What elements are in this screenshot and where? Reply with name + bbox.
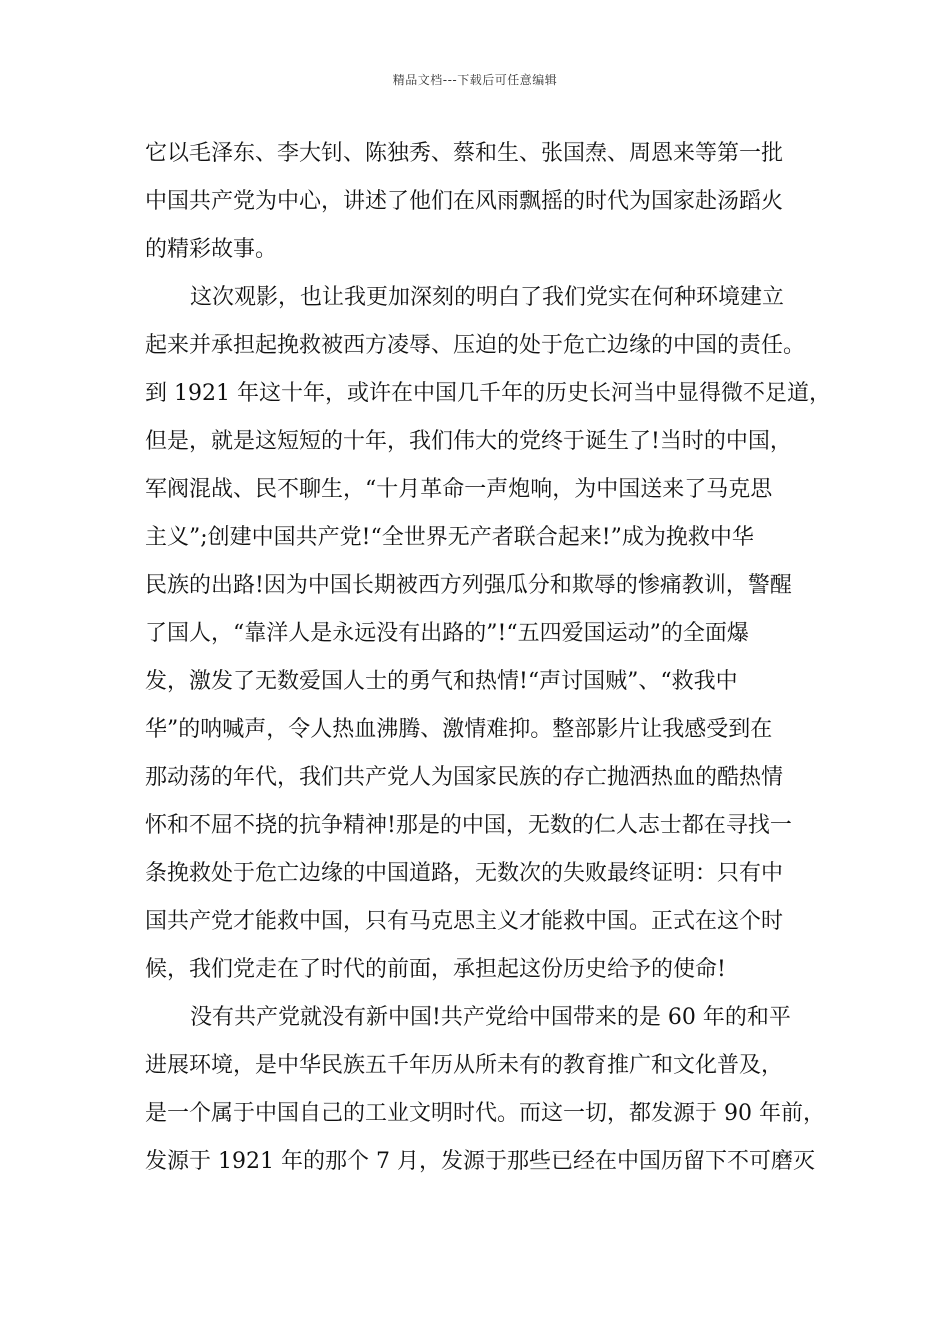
paragraph-2-line-12: 怀和不屈不挠的抗争精神!那是的中国，无数的仁人志士都在寻找一 <box>145 813 792 838</box>
paragraph-2-line-14: 国共产党才能救中国，只有马克思主义才能救中国。正式在这个时 <box>145 909 784 934</box>
document-body <box>145 130 831 1186</box>
paragraph-3-line-2: 进展环境，是中华民族五千年历从所未有的教育推广和文化普及， <box>145 1053 784 1078</box>
paragraph-2-line-7: 民族的出路!因为中国长期被西方列强瓜分和欺辱的惨痛教训，警醒 <box>145 573 792 598</box>
paragraph-2-line-10: 华”的呐喊声，令人热血沸腾、激情难抑。整部影片让我感受到在 <box>145 717 773 742</box>
paragraph-2-line-4: 但是，就是这短短的十年，我们伟大的党终于诞生了!当时的中国， <box>145 429 792 454</box>
paragraph-3-line-4: 发源于 1921 年的那个 7 月，发源于那些已经在中国历留下不可磨灭 <box>145 1149 815 1174</box>
paragraph-2-line-6: 主义”;创建中国共产党!“全世界无产者联合起来!”成为挽救中华 <box>145 525 754 550</box>
paragraph-3-line-1: 没有共产党就没有新中国!共产党给中国带来的是 60 年的和平 <box>190 1005 791 1030</box>
paragraph-1-line-1: 它以毛泽东、李大钊、陈独秀、蔡和生、张国焘、周恩来等第一批 <box>145 141 784 166</box>
paragraph-1-line-2: 中国共产党为中心，讲述了他们在风雨飘摇的时代为国家赴汤蹈火 <box>145 189 784 214</box>
page-header: 精品文档---下载后可任意编辑 <box>392 73 558 87</box>
paragraph-2-line-9: 发，激发了无数爱国人士的勇气和热情!“声讨国贼”、“救我中 <box>145 669 738 694</box>
paragraph-3-line-3: 是一个属于中国自己的工业文明时代。而这一切，都发源于 90 年前， <box>145 1101 825 1126</box>
paragraph-1-line-3: 的精彩故事。 <box>145 237 278 262</box>
paragraph-2-line-5: 军阀混战、民不聊生，“十月革命一声炮响，为中国送来了马克思 <box>145 477 773 502</box>
paragraph-2-line-8: 了国人，“靠洋人是永远没有出路的”!“五四爱国运动”的全面爆 <box>145 621 749 646</box>
paragraph-2-line-1: 这次观影，也让我更加深刻的明白了我们党实在何种环境建立 <box>190 285 785 310</box>
paragraph-2-line-13: 条挽救处于危亡边缘的中国道路，无数次的失败最终证明：只有中 <box>145 861 784 886</box>
paragraph-2-line-3: 到 1921 年这十年，或许在中国几千年的历史长河当中显得微不足道， <box>145 381 831 406</box>
paragraph-2-line-2: 起来并承担起挽救被西方凌辱、压迫的处于危亡边缘的中国的责任。 <box>145 333 806 358</box>
paragraph-2-line-11: 那动荡的年代，我们共产党人为国家民族的存亡抛洒热血的酷热情 <box>145 765 784 790</box>
paragraph-2-line-15: 候，我们党走在了时代的前面，承担起这份历史给予的使命! <box>145 957 726 982</box>
